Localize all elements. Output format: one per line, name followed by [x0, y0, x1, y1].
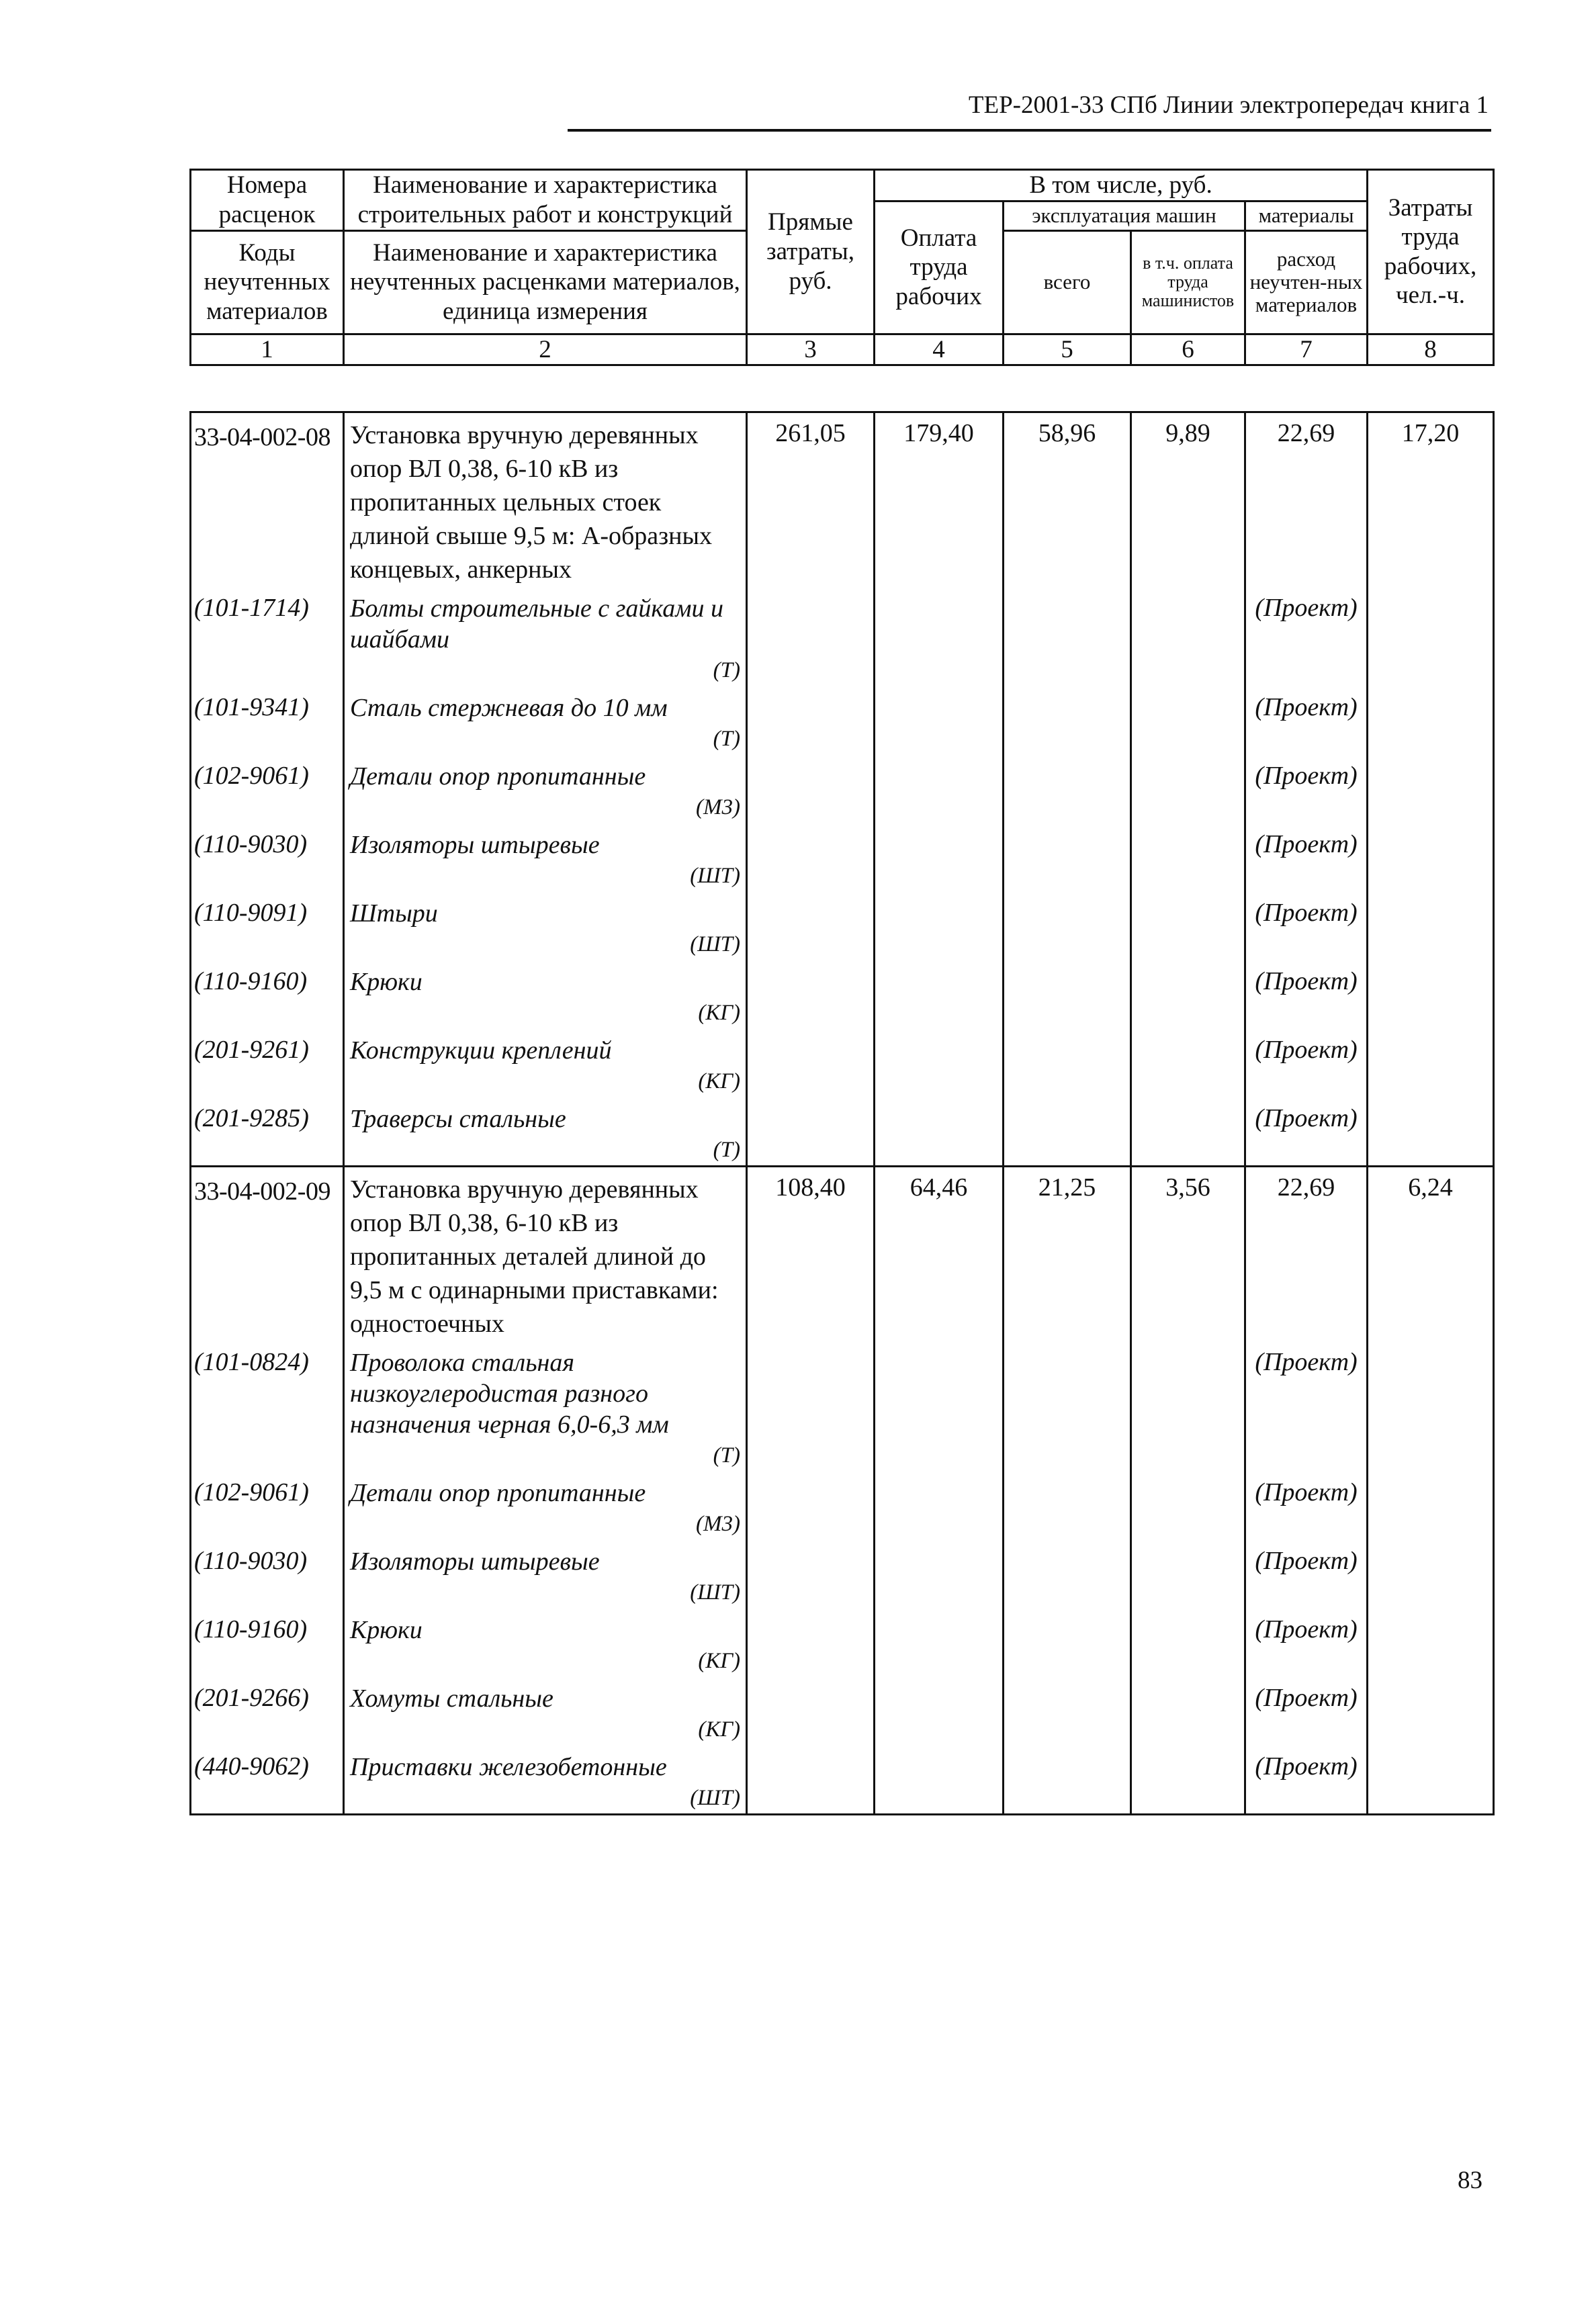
material-row: [191, 1539, 1494, 1608]
material-row: [191, 1608, 1494, 1676]
page-header-title: ТЕР-2001-33 СПб Линии электропередач книга 1: [968, 91, 1489, 119]
material-unit: (ШТ): [690, 1580, 740, 1605]
material-code: (110-9160): [191, 960, 344, 1028]
rates-table: [189, 411, 1495, 1815]
header-rule: [568, 129, 1491, 132]
material-name: Изоляторы штыревые: [350, 831, 600, 859]
material-code: (101-1714): [191, 586, 344, 686]
material-code: (201-9261): [191, 1028, 344, 1097]
material-code: (110-9030): [191, 1539, 344, 1608]
material-name: Детали опор пропитанные: [350, 762, 646, 791]
material-name: Крюки: [350, 968, 423, 996]
header-labor-pay: Оплата труда рабочих: [875, 201, 1004, 334]
material-code: (440-9062): [191, 1745, 344, 1815]
material-row: [191, 1028, 1494, 1097]
header-material-names: Наименование и характеристика неучтенных расценками материалов, единица измерения: [344, 230, 747, 334]
material-project-note: (Проект): [1245, 686, 1368, 754]
material-code: (110-9030): [191, 823, 344, 891]
header-material-codes: Коды неучтенных материалов: [191, 230, 344, 334]
page-number: 83: [1458, 2167, 1482, 2194]
table-header: [189, 169, 1495, 366]
material-name: Приставки железобетонные: [350, 1753, 667, 1781]
header-colnum-7: 7: [1245, 334, 1368, 365]
material-name: Конструкции креплений: [350, 1036, 612, 1065]
material-name: Траверсы стальные: [350, 1105, 566, 1133]
machines-total-value: 21,25: [1004, 1167, 1131, 1341]
material-name: Детали опор пропитанные: [350, 1479, 646, 1507]
labor-hours-value: 6,24: [1368, 1167, 1494, 1341]
header-machinists-pay: в т.ч. оплата труда машинистов: [1131, 230, 1245, 334]
material-project-note: (Проект): [1245, 1471, 1368, 1539]
rate-code: 33-04-002-09: [191, 1167, 344, 1341]
rate-row: [191, 412, 1494, 587]
material-project-note: (Проект): [1245, 1341, 1368, 1471]
material-project-note: (Проект): [1245, 1676, 1368, 1745]
rate-title: Установка вручную деревянных опор ВЛ 0,38, 6-10 кВ из пропитанных цельных стоек длиной свыше 9,5 м: А-образных концевых, анкерных: [344, 412, 747, 587]
header-colnum-1: 1: [191, 334, 344, 365]
material-name: Штыри: [350, 899, 438, 928]
header-labor-hours: Затраты труда рабочих, чел.-ч.: [1368, 170, 1494, 334]
labor-pay-value: 179,40: [875, 412, 1004, 587]
material-code: (201-9285): [191, 1097, 344, 1167]
material-row: [191, 1097, 1494, 1167]
rate-row: [191, 1167, 1494, 1341]
header-colnum-3: 3: [747, 334, 875, 365]
material-name: Хомуты стальные: [350, 1684, 553, 1713]
material-row: [191, 754, 1494, 823]
header-materials-consumption: расход неучтен-ных материалов: [1245, 230, 1368, 334]
material-unit: (Т): [713, 1443, 740, 1468]
material-code: (110-9160): [191, 1608, 344, 1676]
material-row: [191, 1745, 1494, 1815]
material-unit: (Т): [713, 727, 740, 751]
header-colnum-6: 6: [1131, 334, 1245, 365]
header-colnum-5: 5: [1004, 334, 1131, 365]
material-name: Изоляторы штыревые: [350, 1547, 600, 1576]
header-colnum-4: 4: [875, 334, 1004, 365]
material-row: [191, 823, 1494, 891]
material-project-note: (Проект): [1245, 586, 1368, 686]
machinists-pay-value: 9,89: [1131, 412, 1245, 587]
rate-title: Установка вручную деревянных опор ВЛ 0,38, 6-10 кВ из пропитанных деталей длиной до 9,5 м с одинарными приставками: одностоечных: [344, 1167, 747, 1341]
rate-code: 33-04-002-08: [191, 412, 344, 587]
header-work-name: Наименование и характеристика строительных работ и конструкций: [344, 170, 747, 231]
material-project-note: (Проект): [1245, 754, 1368, 823]
material-row: [191, 1676, 1494, 1745]
header-including-group: В том числе, руб.: [875, 170, 1368, 201]
material-row: [191, 1341, 1494, 1471]
material-row: [191, 1471, 1494, 1539]
material-unit: (Т): [713, 1138, 740, 1162]
material-unit: (М3): [696, 795, 740, 819]
material-project-note: (Проект): [1245, 960, 1368, 1028]
material-name: Сталь стержневая до 10 мм: [350, 694, 668, 722]
material-unit: (ШТ): [690, 932, 740, 956]
material-code: (110-9091): [191, 891, 344, 960]
material-project-note: (Проект): [1245, 1539, 1368, 1608]
header-direct-costs: Прямые затраты, руб.: [747, 170, 875, 334]
material-unit: (ШТ): [690, 1786, 740, 1810]
materials-value: 22,69: [1245, 412, 1368, 587]
direct-costs-value: 261,05: [747, 412, 875, 587]
header-machines-total: всего: [1004, 230, 1131, 334]
material-row: [191, 960, 1494, 1028]
header-colnum-2: 2: [344, 334, 747, 365]
material-name: Болты строительные с гайками и шайбами: [350, 594, 723, 654]
header-machines-group: эксплуатация машин: [1004, 201, 1245, 230]
material-project-note: (Проект): [1245, 1028, 1368, 1097]
materials-value: 22,69: [1245, 1167, 1368, 1341]
material-row: [191, 586, 1494, 686]
material-row: [191, 891, 1494, 960]
machinists-pay-value: 3,56: [1131, 1167, 1245, 1341]
material-name: Проволока стальная низкоуглеродистая разного назначения черная 6,0-6,3 мм: [350, 1349, 669, 1439]
material-unit: (Т): [713, 658, 740, 682]
labor-pay-value: 64,46: [875, 1167, 1004, 1341]
material-code: (102-9061): [191, 754, 344, 823]
material-row: [191, 686, 1494, 754]
material-code: (102-9061): [191, 1471, 344, 1539]
material-project-note: (Проект): [1245, 1608, 1368, 1676]
material-unit: (ШТ): [690, 864, 740, 888]
labor-hours-value: 17,20: [1368, 412, 1494, 587]
machines-total-value: 58,96: [1004, 412, 1131, 587]
material-project-note: (Проект): [1245, 823, 1368, 891]
material-code: (201-9266): [191, 1676, 344, 1745]
material-unit: (КГ): [698, 1001, 740, 1025]
material-project-note: (Проект): [1245, 1745, 1368, 1815]
header-materials-group: материалы: [1245, 201, 1368, 230]
material-unit: (М3): [696, 1512, 740, 1536]
header-rate-numbers: Номера расценок: [191, 170, 344, 231]
material-code: (101-9341): [191, 686, 344, 754]
material-name: Крюки: [350, 1616, 423, 1644]
header-colnum-8: 8: [1368, 334, 1494, 365]
material-unit: (КГ): [698, 1717, 740, 1742]
material-unit: (КГ): [698, 1649, 740, 1673]
material-code: (101-0824): [191, 1341, 344, 1471]
material-project-note: (Проект): [1245, 1097, 1368, 1167]
material-project-note: (Проект): [1245, 891, 1368, 960]
material-unit: (КГ): [698, 1069, 740, 1093]
direct-costs-value: 108,40: [747, 1167, 875, 1341]
